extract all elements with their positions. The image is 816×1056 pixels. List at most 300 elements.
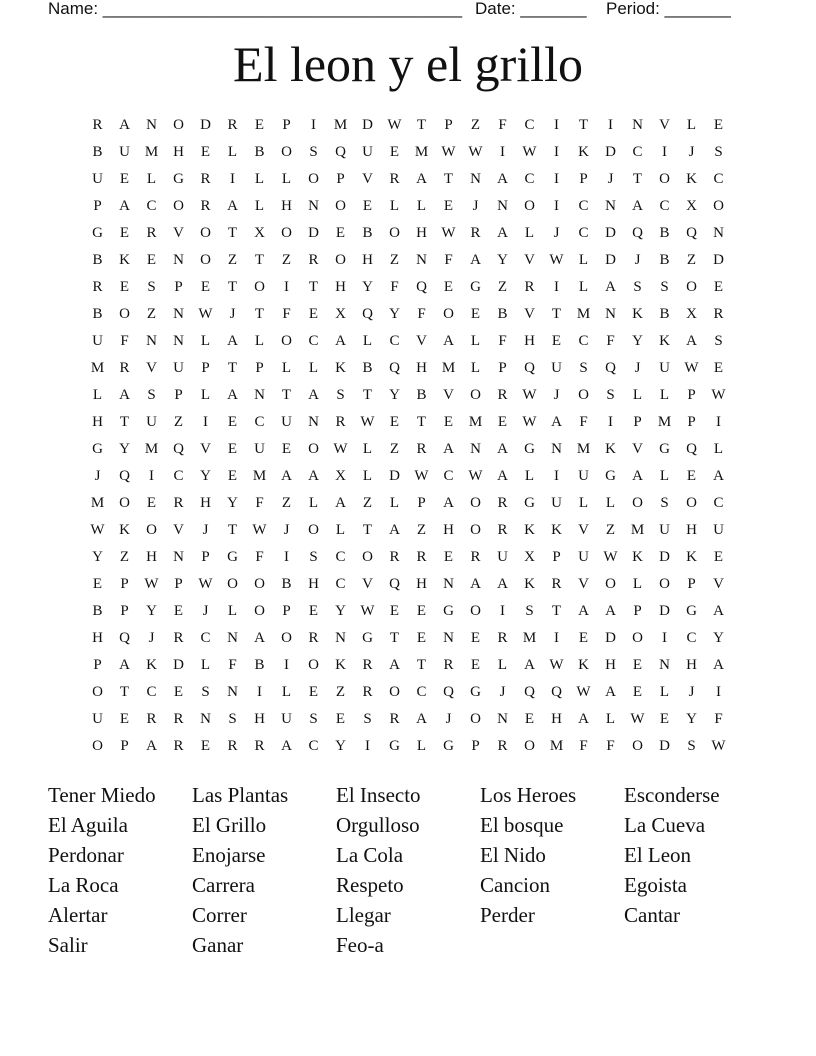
grid-letter: J — [472, 198, 479, 214]
grid-letter: H — [92, 630, 103, 646]
grid-letter: J — [148, 630, 155, 646]
grid-letter: T — [227, 279, 238, 295]
grid-letter: R — [119, 360, 130, 376]
grid-letter: E — [470, 306, 481, 322]
grid-letter: G — [470, 279, 481, 295]
grid-letter: A — [605, 684, 616, 700]
grid-letter: F — [579, 738, 588, 754]
grid-letter: L — [308, 360, 319, 376]
word-bank-item: El bosque — [480, 813, 564, 837]
grid-letter: B — [659, 306, 670, 322]
grid-letter: M — [468, 414, 483, 430]
grid-letter: V — [362, 171, 373, 187]
grid-letter: I — [662, 630, 667, 646]
grid-letter: A — [119, 198, 130, 214]
grid-letter: B — [254, 144, 265, 160]
grid-letter: E — [227, 441, 238, 457]
grid-letter: A — [119, 387, 130, 403]
grid-letter: W — [441, 225, 456, 241]
grid-letter: E — [308, 306, 319, 322]
word-bank-item: Feo-a — [336, 933, 384, 957]
grid-letter: H — [146, 549, 157, 565]
grid-letter: R — [497, 387, 508, 403]
grid-letter: K — [335, 657, 346, 673]
grid-letter: L — [578, 495, 589, 511]
grid-letter: K — [524, 522, 535, 538]
grid-letter: L — [497, 657, 508, 673]
grid-letter: P — [471, 738, 480, 754]
grid-letter: I — [230, 171, 235, 187]
grid-letter: N — [173, 306, 184, 322]
grid-letter: P — [93, 198, 102, 214]
grid-letter: H — [416, 225, 427, 241]
grid-letter: O — [308, 522, 319, 538]
grid-letter: E — [443, 198, 454, 214]
grid-letter: P — [201, 360, 210, 376]
grid-letter: Z — [146, 306, 157, 322]
grid-letter: E — [119, 171, 130, 187]
grid-letter: R — [497, 630, 508, 646]
grid-letter: R — [146, 711, 157, 727]
grid-letter: I — [284, 549, 289, 565]
grid-letter: I — [554, 630, 559, 646]
grid-letter: A — [551, 414, 562, 430]
grid-letter: L — [632, 576, 643, 592]
grid-letter: L — [254, 171, 265, 187]
grid-letter: R — [227, 738, 238, 754]
grid-letter: B — [497, 306, 508, 322]
grid-letter: A — [713, 603, 724, 619]
grid-letter: O — [173, 198, 184, 214]
grid-letter: V — [632, 441, 643, 457]
grid-letter: N — [146, 333, 157, 349]
grid-letter: Z — [605, 522, 616, 538]
grid-letter: F — [498, 333, 507, 349]
grid-letter: I — [608, 414, 613, 430]
word-bank-item: Perdonar — [48, 843, 124, 867]
grid-letter: I — [608, 117, 613, 133]
worksheet-header — [48, 0, 748, 20]
grid-letter: P — [120, 603, 129, 619]
grid-letter: L — [200, 657, 211, 673]
grid-letter: A — [578, 603, 589, 619]
grid-letter: C — [524, 171, 535, 187]
grid-letter: S — [147, 387, 156, 403]
grid-letter: Y — [713, 630, 724, 646]
grid-letter: E — [713, 117, 724, 133]
grid-letter: F — [417, 306, 426, 322]
grid-letter: Q — [119, 468, 130, 484]
grid-letter: R — [254, 738, 265, 754]
grid-letter: O — [254, 603, 265, 619]
word-bank-item: Cancion — [480, 873, 550, 897]
grid-letter: Y — [119, 441, 130, 457]
grid-letter: L — [362, 441, 373, 457]
grid-letter: P — [174, 279, 183, 295]
grid-letter: W — [468, 468, 483, 484]
grid-letter: N — [497, 711, 508, 727]
grid-letter: D — [605, 252, 616, 268]
grid-letter: J — [202, 603, 209, 619]
grid-letter: X — [686, 198, 697, 214]
grid-letter: A — [227, 387, 238, 403]
grid-letter: K — [146, 657, 157, 673]
grid-letter: Y — [146, 603, 157, 619]
grid-letter: S — [525, 603, 534, 619]
grid-letter: H — [362, 252, 373, 268]
grid-letter: S — [309, 711, 318, 727]
grid-letter: O — [524, 738, 535, 754]
grid-letter: O — [281, 225, 292, 241]
grid-letter: P — [174, 387, 183, 403]
grid-letter: P — [687, 414, 696, 430]
grid-letter: K — [632, 306, 643, 322]
grid-letter: D — [659, 549, 670, 565]
grid-letter: H — [524, 333, 535, 349]
grid-letter: I — [554, 171, 559, 187]
grid-letter: J — [94, 468, 101, 484]
grid-letter: E — [119, 225, 130, 241]
grid-letter: N — [308, 414, 319, 430]
grid-letter: A — [416, 171, 427, 187]
grid-letter: N — [713, 225, 724, 241]
grid-letter: Y — [362, 279, 373, 295]
grid-letter: F — [606, 738, 615, 754]
grid-letter: L — [524, 468, 535, 484]
grid-letter: A — [578, 711, 589, 727]
grid-letter: L — [389, 495, 400, 511]
grid-letter: N — [308, 198, 319, 214]
grid-letter: E — [119, 279, 130, 295]
grid-letter: O — [308, 171, 319, 187]
grid-letter: R — [497, 738, 508, 754]
word-bank-item: El Grillo — [192, 813, 267, 837]
grid-letter: T — [362, 522, 373, 538]
grid-letter: O — [470, 495, 481, 511]
grid-letter: A — [227, 198, 238, 214]
grid-letter: K — [686, 171, 697, 187]
grid-letter: O — [578, 387, 589, 403]
grid-letter: O — [308, 657, 319, 673]
grid-letter: M — [657, 414, 672, 430]
grid-letter: G — [470, 684, 481, 700]
grid-letter: E — [470, 630, 481, 646]
grid-letter: I — [554, 198, 559, 214]
grid-letter: N — [200, 711, 211, 727]
word-search-grid — [84, 112, 732, 760]
grid-letter: Q — [551, 684, 562, 700]
grid-letter: H — [254, 711, 265, 727]
grid-letter: I — [716, 684, 721, 700]
grid-letter: U — [713, 522, 724, 538]
grid-letter: D — [389, 468, 400, 484]
grid-letter: O — [632, 630, 643, 646]
grid-letter: Y — [227, 495, 238, 511]
grid-letter: R — [416, 549, 427, 565]
grid-letter: I — [662, 144, 667, 160]
grid-letter: Z — [173, 414, 184, 430]
grid-letter: E — [524, 711, 535, 727]
grid-letter: Y — [335, 603, 346, 619]
grid-letter: U — [551, 360, 562, 376]
grid-letter: Q — [686, 441, 697, 457]
grid-letter: C — [713, 171, 724, 187]
grid-letter: G — [92, 441, 103, 457]
grid-letter: T — [551, 603, 562, 619]
word-bank-item: La Cueva — [624, 813, 706, 837]
grid-letter: P — [417, 495, 426, 511]
grid-letter: T — [119, 684, 130, 700]
grid-letter: A — [470, 252, 481, 268]
grid-letter: D — [605, 144, 616, 160]
grid-letter: C — [335, 549, 346, 565]
grid-letter: O — [200, 225, 211, 241]
grid-letter: U — [497, 549, 508, 565]
grid-letter: T — [227, 225, 238, 241]
grid-letter: V — [578, 576, 589, 592]
word-bank-item: Tener Miedo — [48, 783, 156, 807]
grid-letter: L — [362, 333, 373, 349]
grid-letter: L — [335, 522, 346, 538]
grid-letter: U — [119, 144, 130, 160]
grid-letter: C — [632, 144, 643, 160]
grid-letter: E — [92, 576, 103, 592]
grid-letter: Y — [92, 549, 103, 565]
grid-letter: H — [443, 522, 454, 538]
grid-letter: T — [551, 306, 562, 322]
grid-letter: L — [416, 198, 427, 214]
grid-letter: L — [281, 171, 292, 187]
word-bank — [48, 780, 768, 960]
grid-letter: O — [470, 711, 481, 727]
grid-letter: E — [443, 549, 454, 565]
grid-letter: G — [524, 495, 535, 511]
grid-letter: C — [335, 576, 346, 592]
grid-letter: Q — [686, 225, 697, 241]
grid-letter: U — [578, 468, 589, 484]
grid-letter: O — [470, 603, 481, 619]
grid-letter: G — [443, 738, 454, 754]
grid-letter: N — [227, 630, 238, 646]
grid-letter: O — [281, 630, 292, 646]
grid-letter: U — [362, 144, 373, 160]
grid-letter: E — [497, 414, 508, 430]
grid-letter: S — [687, 738, 696, 754]
grid-letter: Z — [335, 684, 346, 700]
grid-letter: A — [632, 468, 643, 484]
grid-letter: D — [659, 738, 670, 754]
grid-letter: N — [335, 630, 346, 646]
grid-letter: M — [522, 630, 537, 646]
grid-letter: O — [254, 279, 265, 295]
grid-letter: L — [659, 387, 670, 403]
grid-letter: A — [389, 522, 400, 538]
grid-letter: Q — [389, 360, 400, 376]
grid-letter: K — [632, 549, 643, 565]
grid-letter: D — [200, 117, 211, 133]
grid-letter: Y — [497, 252, 508, 268]
grid-letter: E — [362, 198, 373, 214]
grid-letter: U — [578, 549, 589, 565]
grid-letter: J — [688, 684, 695, 700]
grid-letter: A — [119, 117, 130, 133]
grid-letter: D — [659, 603, 670, 619]
grid-letter: N — [659, 657, 670, 673]
grid-letter: E — [335, 225, 346, 241]
grid-letter: K — [578, 657, 589, 673]
grid-letter: R — [173, 630, 184, 646]
grid-letter: O — [308, 441, 319, 457]
grid-letter: O — [524, 198, 535, 214]
grid-letter: R — [551, 576, 562, 592]
grid-letter: A — [443, 333, 454, 349]
grid-letter: F — [498, 117, 507, 133]
grid-letter: I — [554, 279, 559, 295]
grid-letter: V — [173, 225, 184, 241]
grid-letter: E — [200, 144, 211, 160]
grid-letter: G — [362, 630, 373, 646]
grid-letter: E — [389, 144, 400, 160]
grid-letter: W — [711, 738, 726, 754]
word-bank-item: El Aguila — [48, 813, 128, 837]
grid-letter: B — [92, 144, 103, 160]
grid-letter: M — [630, 522, 645, 538]
grid-letter: D — [362, 117, 373, 133]
word-bank-item: Respeto — [336, 873, 404, 897]
grid-letter: O — [632, 738, 643, 754]
grid-letter: N — [443, 630, 454, 646]
grid-letter: R — [389, 549, 400, 565]
grid-letter: R — [713, 306, 724, 322]
grid-letter: F — [390, 279, 399, 295]
grid-letter: W — [522, 144, 537, 160]
grid-letter: S — [714, 333, 723, 349]
grid-letter: R — [389, 711, 400, 727]
grid-letter: F — [228, 657, 237, 673]
grid-letter: Z — [227, 252, 238, 268]
grid-letter: A — [686, 333, 697, 349]
grid-letter: D — [173, 657, 184, 673]
date-field: Date: _______ — [475, 0, 587, 18]
grid-letter: Y — [335, 738, 346, 754]
grid-letter: Q — [443, 684, 454, 700]
grid-letter: T — [416, 414, 427, 430]
grid-letter: A — [497, 441, 508, 457]
grid-letter: U — [92, 333, 103, 349]
grid-letter: S — [660, 279, 669, 295]
grid-letter: C — [416, 684, 427, 700]
grid-letter: R — [308, 630, 319, 646]
grid-letter: G — [443, 603, 454, 619]
grid-letter: M — [333, 117, 348, 133]
grid-letter: U — [281, 414, 292, 430]
grid-letter: E — [146, 495, 157, 511]
grid-letter: P — [255, 360, 264, 376]
grid-letter: A — [713, 468, 724, 484]
grid-letter: G — [659, 441, 670, 457]
grid-letter: A — [497, 468, 508, 484]
grid-letter: O — [605, 576, 616, 592]
name-field: Name: ______________________________________ — [48, 0, 463, 18]
grid-letter: G — [524, 441, 535, 457]
grid-letter: L — [281, 684, 292, 700]
grid-letter: R — [173, 495, 184, 511]
grid-letter: L — [713, 441, 724, 457]
grid-letter: I — [284, 279, 289, 295]
grid-letter: V — [362, 576, 373, 592]
grid-letter: U — [659, 522, 670, 538]
grid-letter: W — [387, 117, 402, 133]
grid-letter: B — [659, 225, 670, 241]
grid-letter: P — [174, 576, 183, 592]
grid-letter: I — [500, 144, 505, 160]
grid-letter: T — [254, 252, 265, 268]
grid-letter: M — [144, 441, 159, 457]
grid-letter: C — [578, 225, 589, 241]
grid-letter: C — [389, 333, 400, 349]
grid-letter: U — [281, 711, 292, 727]
grid-letter: L — [470, 360, 481, 376]
grid-letter: B — [92, 306, 103, 322]
grid-letter: C — [308, 333, 319, 349]
grid-letter: S — [633, 279, 642, 295]
grid-letter: W — [333, 441, 348, 457]
grid-letter: A — [443, 441, 454, 457]
grid-letter: W — [630, 711, 645, 727]
grid-letter: H — [200, 495, 211, 511]
grid-letter: L — [146, 171, 157, 187]
grid-letter: I — [149, 468, 154, 484]
grid-letter: S — [336, 387, 345, 403]
grid-letter: Z — [362, 495, 373, 511]
grid-letter: R — [362, 684, 373, 700]
grid-letter: J — [202, 522, 209, 538]
grid-letter: R — [173, 738, 184, 754]
grid-letter: L — [92, 387, 103, 403]
grid-letter: A — [497, 225, 508, 241]
grid-letter: Q — [605, 360, 616, 376]
word-bank-item: La Cola — [336, 843, 404, 867]
grid-letter: O — [92, 738, 103, 754]
grid-letter: W — [360, 603, 375, 619]
grid-letter: W — [468, 144, 483, 160]
grid-letter: R — [470, 549, 481, 565]
grid-letter: H — [308, 576, 319, 592]
grid-letter: M — [576, 306, 591, 322]
grid-letter: Y — [389, 306, 400, 322]
grid-letter: K — [686, 549, 697, 565]
grid-letter: R — [200, 198, 211, 214]
grid-letter: S — [309, 144, 318, 160]
grid-letter: N — [470, 171, 481, 187]
grid-letter: D — [605, 630, 616, 646]
grid-letter: S — [147, 279, 156, 295]
grid-letter: K — [524, 576, 535, 592]
grid-letter: U — [173, 360, 184, 376]
grid-letter: S — [201, 684, 210, 700]
grid-letter: W — [198, 306, 213, 322]
grid-letter: E — [281, 441, 292, 457]
grid-letter: A — [308, 468, 319, 484]
grid-letter: Z — [416, 522, 427, 538]
grid-letter: J — [283, 522, 290, 538]
grid-letter: N — [605, 198, 616, 214]
grid-letter: V — [524, 252, 535, 268]
grid-letter: E — [173, 603, 184, 619]
grid-letter: I — [365, 738, 370, 754]
grid-letter: O — [335, 198, 346, 214]
grid-letter: B — [254, 657, 265, 673]
